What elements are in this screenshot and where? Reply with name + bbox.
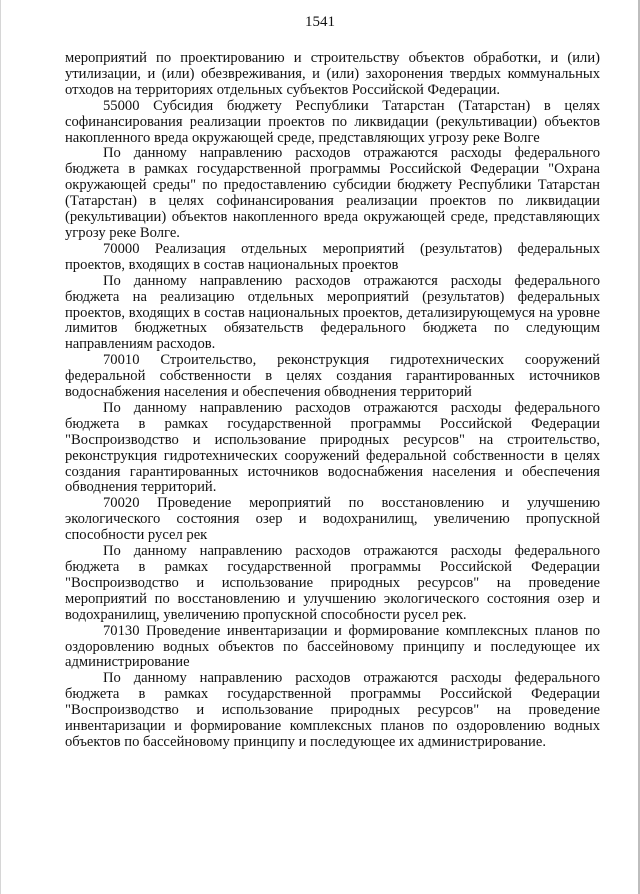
page-number: 1541 — [305, 14, 335, 30]
paragraph-heading-55000: 55000 Субсидия бюджету Республики Татарстан (Татарстан) в целях софинансирования реализации проектов по ликвидации (рекультивации) объектов накопленного вреда окружающей среде, представляющих угрозу реке Волге — [65, 97, 600, 146]
paragraph-body: По данному направлению расходов отражаются расходы федерального бюджета на реализацию отдельных мероприятий (результатов) федеральных проектов, входящих в состав национальных проектов, детализирующемуся на уровне лимитов бюджетных обязательств федерального бюджета по следующим направлениям расходов. — [65, 272, 600, 353]
paragraph-heading-70130: 70130 Проведение инвентаризации и формирование комплексных планов по оздоровлению водных объектов по бассейновому принципу и последующее их администрирование — [65, 622, 600, 671]
paragraph-body: По данному направлению расходов отражаются расходы федерального бюджета в рамках государственной программы Российской Федерации "Воспроизводство и использование природных ресурсов" на строительство, реконструкция гидротехнических сооружений федеральной собственности в целях создания гарантированных источников водоснабжения населения и обеспечения обводнения территорий. — [65, 399, 600, 496]
paragraph-body: По данному направлению расходов отражаются расходы федерального бюджета в рамках государственной программы Российской Федерации "Охрана окружающей среды" по предоставлению субсидии бюджету Республики Татарстан (Татарстан) в целях софинансирования реализации проектов по ликвидации (рекультивации) объектов накопленного вреда окружающей среде, представляющих угрозу реке Волге. — [65, 145, 600, 241]
paragraph-heading-70020: 70020 Проведение мероприятий по восстановлению и улучшению экологического состояния озер и водохранилищ, увеличению пропускной способности русел рек — [65, 495, 600, 544]
paragraph-body: По данному направлению расходов отражаются расходы федерального бюджета в рамках государственной программы Российской Федерации "Воспроизводство и использование природных ресурсов" на проведение инвентаризации и формирование комплексных планов по оздоровлению водных объектов по бассейновому принципу и последующее их администрирование. — [65, 670, 600, 750]
paragraph-continuation: мероприятий по проектированию и строительству объектов обработки, и (или) утилизации, и (или) обезвреживания, и (или) захоронения твердых коммунальных отходов на территориях отдельных субъектов Российской Федерации. — [65, 50, 600, 98]
document-body — [65, 51, 600, 751]
paragraph-heading-70010: 70010 Строительство, реконструкция гидротехнических сооружений федеральной собственности в целях создания гарантированных источников водоснабжения населения и обеспечения обводнения территорий — [65, 352, 600, 401]
paragraph-body: По данному направлению расходов отражаются расходы федерального бюджета в рамках государственной программы Российской Федерации "Воспроизводство и использование природных ресурсов" на проведение мероприятий по восстановлению и улучшению экологического состояния озер и водохранилищ, увеличению пропускной способности русел рек. — [65, 543, 600, 623]
paragraph-heading-70000: 70000 Реализация отдельных мероприятий (результатов) федеральных проектов, входящих в состав национальных проектов — [65, 240, 600, 273]
